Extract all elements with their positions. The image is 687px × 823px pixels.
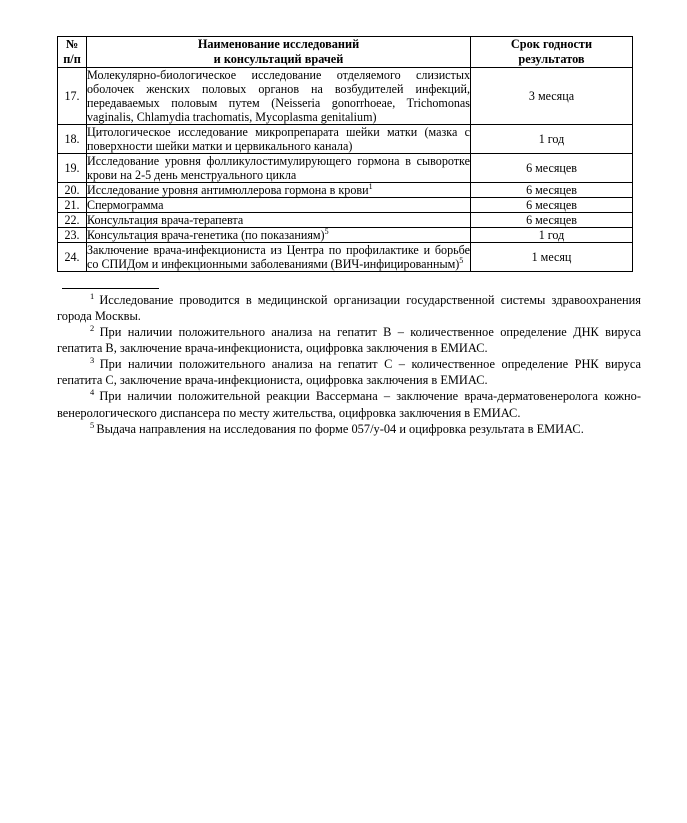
column-header-name — [87, 37, 471, 68]
service-name-cell — [87, 227, 471, 242]
footnote-list — [57, 292, 641, 437]
footnote-text: Исследование проводится в медицинской организации государственной системы здравоохранения города Москвы. — [57, 292, 641, 323]
validity-term-cell: 3 месяца — [471, 67, 633, 124]
service-name-text: Цитологическое исследование микропрепарата шейки матки (мазка с поверхности шейки матки и цервикального канала) — [87, 124, 470, 153]
footnote-text: При наличии положительного анализа на гепатит С – количественное определение РНК вируса гепатита С, заключение врача-инфекциониста, оцифровка заключения в ЕМИАС. — [57, 357, 642, 388]
service-name-cell — [87, 124, 471, 153]
column-header-term-line-1: Срок годности — [510, 37, 593, 51]
table-row — [58, 227, 633, 242]
column-header-name-line-2: и консультаций врачей — [213, 51, 344, 66]
table-row — [58, 67, 633, 124]
footnote-item — [57, 421, 641, 437]
footnote-marker: 4 — [90, 387, 95, 398]
validity-term-cell: 1 год — [471, 227, 633, 242]
footnote-item — [57, 356, 641, 388]
table-header — [58, 37, 633, 68]
footnote-reference: 1 — [368, 181, 373, 191]
footnote-text: При наличии положительной реакции Вассермана – заключение врача-дерматовенеролога кожно-венерологического диспансера по месту жительства, оцифровка заключения в ЕМИАС. — [57, 389, 641, 420]
validity-term-cell: 1 месяц — [471, 242, 633, 271]
column-header-number-line-1: № — [65, 37, 79, 51]
table-row — [58, 197, 633, 212]
services-table — [57, 36, 633, 272]
footnote-item — [57, 324, 641, 356]
row-number-cell: 23. — [58, 227, 87, 242]
table-row — [58, 212, 633, 227]
table-row — [58, 182, 633, 197]
footnote-marker: 2 — [90, 322, 95, 333]
row-number-cell: 20. — [58, 182, 87, 197]
table-row — [58, 242, 633, 271]
table-header-row — [58, 37, 633, 68]
row-number-cell: 17. — [58, 67, 87, 124]
footnote-item — [57, 292, 641, 324]
footnote-text: При наличии положительного анализа на гепатит В – количественное определение ДНК вируса гепатита В, заключение врача-инфекциониста, оцифровка заключения в ЕМИАС. — [57, 324, 642, 356]
service-name-cell — [87, 182, 471, 197]
footnote-reference: 5 — [324, 226, 329, 236]
service-name-text: Исследование уровня фолликулостимулирующего гормона в сыворотке крови на 2-5 день менструального цикла — [87, 153, 470, 182]
validity-term-cell: 6 месяцев — [471, 212, 633, 227]
service-name-text: Заключение врача-инфекциониста из Центра по профилактике и борьбе со СПИДом и инфекционными заболеваниями (ВИЧ-инфицированным) — [87, 242, 470, 271]
service-name-cell — [87, 153, 471, 182]
service-name-cell — [87, 197, 471, 212]
footnotes-section — [57, 288, 641, 437]
row-number-cell: 18. — [58, 124, 87, 153]
service-name-text: Консультация врача-генетика (по показаниям) — [87, 227, 325, 242]
service-name-text: Исследование уровня антимюллерова гормона в крови — [87, 182, 369, 197]
table-row — [58, 153, 633, 182]
column-header-term-line-2: результатов — [518, 51, 585, 66]
validity-term-cell: 1 год — [471, 124, 633, 153]
footnote-separator-rule — [62, 288, 159, 289]
row-number-cell: 24. — [58, 242, 87, 271]
table-body — [58, 67, 633, 271]
column-header-number — [58, 37, 87, 68]
service-name-cell — [87, 67, 471, 124]
row-number-cell: 22. — [58, 212, 87, 227]
service-name-cell — [87, 212, 471, 227]
validity-term-cell: 6 месяцев — [471, 153, 633, 182]
footnote-marker: 1 — [90, 290, 95, 301]
validity-term-cell: 6 месяцев — [471, 197, 633, 212]
service-name-text: Консультация врача-терапевта — [87, 212, 244, 227]
service-name-text: Молекулярно-биологическое исследование отделяемого слизистых оболочек женских половых органов на возбудителей инфекций, передаваемых половым путем (Neisseria gonorrhoeae, Trichomonas vaginalis, Chlamydia trachomatis, Mycoplasma genitalium) — [87, 67, 470, 124]
footnote-item — [57, 388, 641, 420]
service-name-text: Спермограмма — [87, 197, 164, 212]
table-row — [58, 124, 633, 153]
service-name-cell — [87, 242, 471, 271]
footnote-marker: 3 — [90, 355, 95, 366]
column-header-number-line-2: п/п — [63, 51, 81, 66]
column-header-term — [471, 37, 633, 68]
footnote-text: Выдача направления на исследования по форме 057/у-04 и оцифровка результата в ЕМИАС. — [96, 421, 584, 436]
footnote-reference: 5 — [459, 255, 464, 265]
validity-term-cell: 6 месяцев — [471, 182, 633, 197]
row-number-cell: 19. — [58, 153, 87, 182]
column-header-name-line-1: Наименование исследований — [197, 37, 360, 51]
row-number-cell: 21. — [58, 197, 87, 212]
footnote-marker: 5 — [90, 419, 95, 430]
